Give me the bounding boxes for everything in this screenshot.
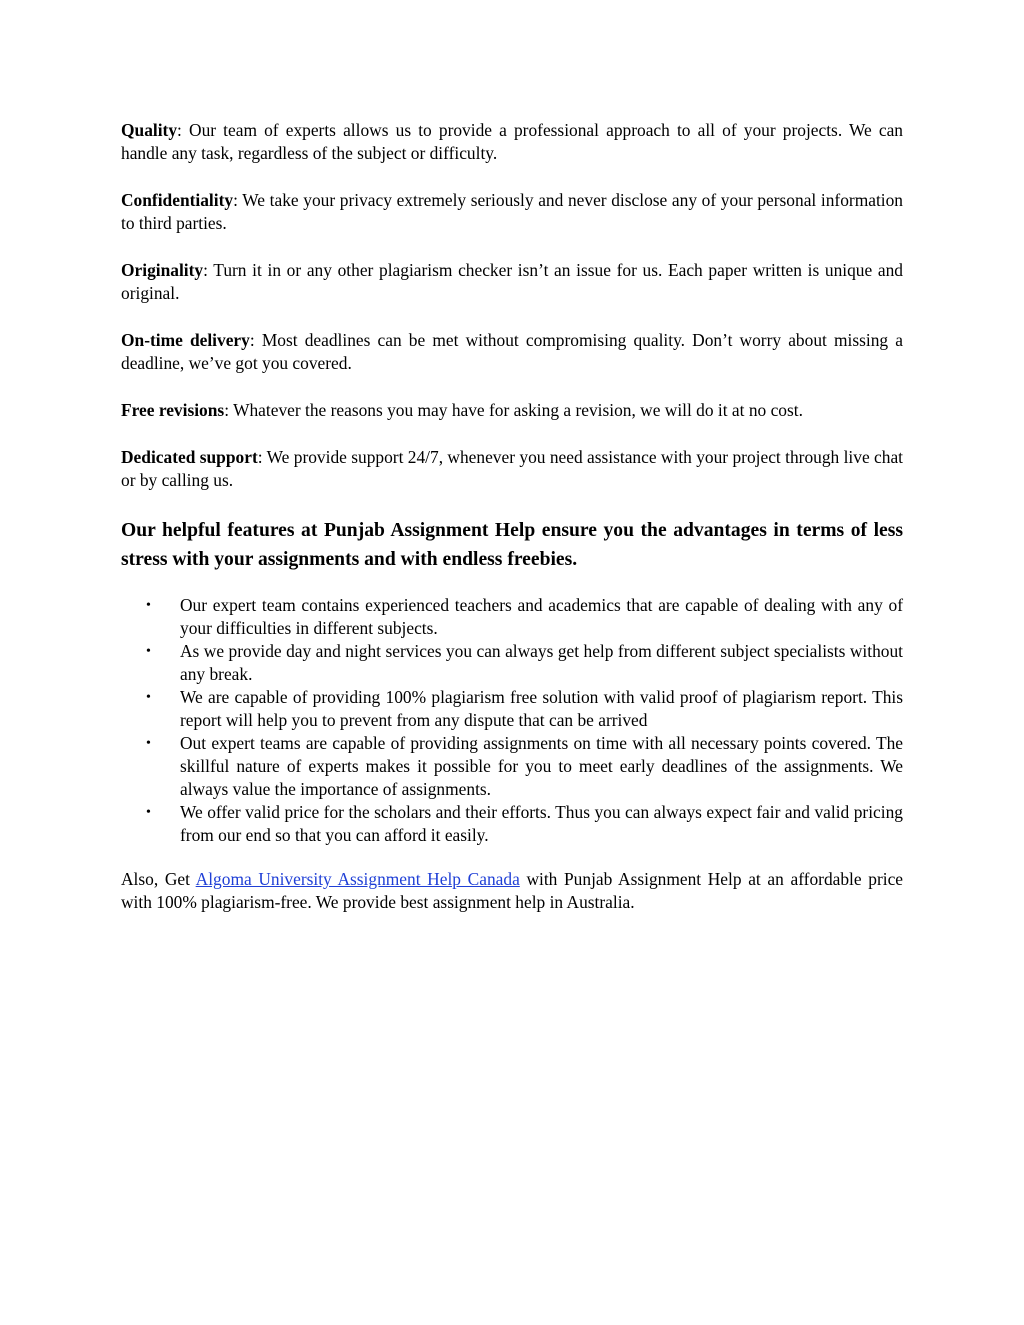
feature-description: : Our team of experts allows us to provide a professional approach to all of your projects. We can handle any task, regardless of the subject or difficulty. — [121, 120, 903, 163]
closing-text-after: with Punjab Assignment Help at an affordable price with 100% plagiarism-free. We provide best assignment help in Australia. — [121, 869, 904, 912]
feature-quality — [121, 119, 903, 165]
feature-term: Originality — [121, 260, 204, 280]
bullet-icon: • — [146, 644, 151, 659]
feature-description: : We take your privacy extremely seriously and never disclose any of your personal information to third parties. — [121, 190, 903, 233]
section-heading: Our helpful features at Punjab Assignment Help ensure you the advantages in terms of less stress with your assignments and with endless freebies. — [121, 520, 903, 570]
feature-term: Dedicated support — [121, 447, 258, 467]
list-item-text: As we provide day and night services you can always get help from different subject specialists without any break. — [180, 641, 903, 684]
list-item — [121, 594, 903, 640]
list-item-text: Out expert teams are capable of providing assignments on time with all necessary points covered. The skillful nature of experts makes it possible for you to meet early deadlines of the assignments. We always value the importance of assignments. — [180, 733, 903, 799]
feature-term: Confidentiality — [121, 190, 234, 210]
feature-term: On-time delivery — [121, 330, 250, 350]
list-item — [121, 640, 903, 686]
feature-confidentiality — [121, 189, 903, 235]
document-page — [121, 119, 903, 938]
list-item-text: We are capable of providing 100% plagiarism free solution with valid proof of plagiarism report. This report will help you to prevent from any dispute that can be arrived — [180, 687, 903, 730]
feature-free-revisions — [121, 399, 903, 422]
feature-dedicated-support — [121, 446, 903, 492]
bullet-icon: • — [146, 598, 151, 613]
bullet-icon: • — [146, 805, 151, 820]
bullet-icon: • — [146, 736, 151, 751]
benefits-list — [121, 594, 903, 847]
feature-description: : Most deadlines can be met without compromising quality. Don’t worry about missing a deadline, we’ve got you covered. — [121, 330, 903, 373]
list-item — [121, 686, 903, 732]
closing-text-before: Also, Get — [121, 869, 196, 889]
list-item — [121, 732, 903, 801]
feature-description: : Whatever the reasons you may have for asking a revision, we will do it at no cost. — [224, 400, 803, 420]
list-item-text: Our expert team contains experienced teachers and academics that are capable of dealing with any of your difficulties in different subjects. — [180, 595, 903, 638]
algoma-assignment-help-link[interactable]: Algoma University Assignment Help Canada — [195, 869, 520, 889]
feature-term: Quality — [121, 120, 178, 140]
list-item-text: We offer valid price for the scholars and their efforts. Thus you can always expect fair and valid pricing from our end so that you can afford it easily. — [180, 802, 903, 845]
list-item — [121, 801, 903, 847]
closing-paragraph — [121, 868, 903, 914]
feature-originality — [121, 259, 903, 305]
feature-on-time-delivery — [121, 329, 903, 375]
feature-term: Free revisions — [121, 400, 225, 420]
bullet-icon: • — [146, 690, 151, 705]
feature-description: : Turn it in or any other plagiarism checker isn’t an issue for us. Each paper written is unique and original. — [121, 260, 903, 303]
feature-description: : We provide support 24/7, whenever you need assistance with your project through live chat or by calling us. — [121, 447, 904, 490]
